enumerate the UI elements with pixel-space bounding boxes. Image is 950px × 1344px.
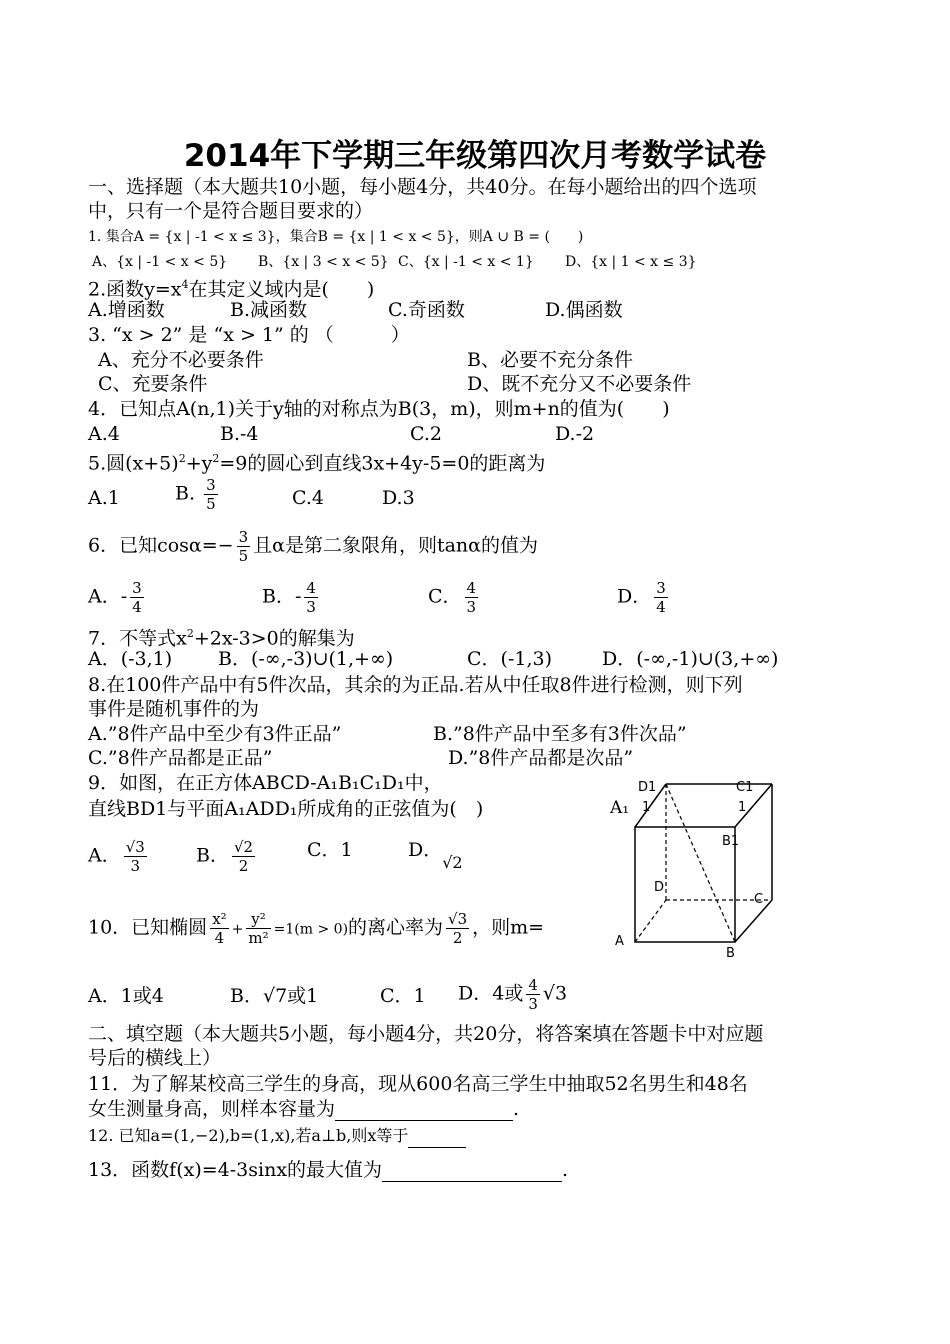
cube-label-c: C (754, 892, 764, 907)
q10-eccentricity (446, 910, 469, 947)
q2-option-a: A.增函数 (88, 299, 165, 321)
fraction-denominator: m² (248, 929, 269, 947)
q6-option-b (262, 579, 321, 616)
q6-option-c-fraction (465, 579, 479, 616)
q13-answer-blank[interactable] (382, 1163, 562, 1182)
cube-label-c1-sub: 1 (738, 800, 747, 815)
q3-option-c: C、充要条件 (98, 373, 208, 395)
q6-stem-pre: 6．已知cosα=− (88, 534, 234, 557)
q7-stem-post: +2x-3>0的解集为 (193, 627, 355, 650)
q5-stem-post: =9的圆心到直线3x+4y-5=0的距离为 (219, 452, 546, 475)
q2-stem-pre: 2.函数y=x (88, 278, 182, 301)
fraction-numerator: 4 (466, 579, 477, 597)
cube-label-a1: A₁ (610, 798, 630, 818)
q7-stem-pre: 7．不等式x (88, 627, 187, 650)
q13-stem (88, 1158, 568, 1182)
option-label: B． (196, 844, 229, 867)
q5-sup2: 2 (212, 452, 220, 465)
q4-option-c: C.2 (410, 423, 442, 445)
q7-option-c: C．(-1,3) (467, 648, 552, 670)
q1-option-a: A、{x | -1 < x < 5} (92, 254, 228, 270)
section1-heading-line2: 中，只有一个是符合题目要求的） (88, 200, 374, 222)
q7-option-a: A．(-3,1) (88, 648, 173, 670)
q1-option-d: D、{x | 1 < x ≤ 3} (565, 254, 697, 270)
q12-stem-text: 12. 已知a=(1,−2),b=(1,x),若a⊥b,则x等于 (88, 1126, 409, 1145)
option-label: D．4或 (458, 982, 524, 1005)
q4-option-a: A.4 (88, 423, 120, 445)
q9-option-a-fraction (124, 838, 147, 875)
option-label: B． (230, 985, 263, 1007)
q6-option-d (617, 579, 671, 616)
q11-stem-line2 (88, 1097, 519, 1121)
cube-label-a: A (615, 934, 624, 949)
q4-stem: 4．已知点A(n,1)关于y轴的对称点为B(3，m)，则m+n的值为( ) (88, 398, 670, 420)
q6-option-c (428, 579, 481, 616)
q5-option-c: C.4 (292, 487, 324, 509)
q10-option-b (230, 984, 318, 1008)
q3-stem: 3. “x > 2” 是 “x > 1” 的 （ ） (88, 324, 410, 346)
cube-figure (600, 772, 800, 972)
section2-heading-line2: 号后的横线上） (88, 1047, 222, 1069)
q5-option-b-fraction (204, 476, 218, 513)
fraction-numerator: y² (246, 910, 270, 929)
cube-label-d1: D1 (638, 780, 657, 795)
q12-answer-blank[interactable] (408, 1133, 466, 1148)
cube-front-face (635, 827, 735, 942)
fraction-denominator: 5 (238, 547, 249, 565)
cube-label-b1: B1 (722, 834, 740, 849)
q3-option-d: D、既不充分又不必要条件 (467, 373, 692, 395)
q1-option-b: B、{x | 3 < x < 5} (258, 254, 389, 270)
q8-option-a: A.”8件产品中至少有3件正品” (88, 723, 342, 745)
q7-option-d: D．(-∞,-1)∪(3,+∞) (602, 648, 779, 670)
q9-stem-line1: 9．如图，在正方体ABCD-A₁B₁C₁D₁中， (88, 772, 443, 794)
q13-period: . (562, 1159, 569, 1181)
fraction-numerator: x² (212, 910, 227, 928)
q7-exponent: 2 (186, 627, 194, 640)
q2-option-b: B.减函数 (230, 299, 308, 321)
fraction-numerator: 3 (238, 528, 249, 546)
q10-stem-pre: 10．已知椭圆 (88, 916, 208, 939)
q1-stem: 1. 集合A = {x | -1 < x ≤ 3}，集合B = {x | 1 < x < 5}，则A ∪ B = ( ) (88, 229, 584, 245)
q9-option-d-value: √2 (442, 853, 463, 872)
q11-answer-blank[interactable] (335, 1102, 513, 1121)
q10-ellipse-term-y (246, 910, 270, 947)
q5-option-b-label: B. (175, 482, 196, 505)
fraction-denominator: 3 (528, 995, 538, 1013)
q10-ellipse-term-x (210, 910, 228, 947)
fraction-denominator: 3 (466, 598, 477, 616)
q7-option-b: B．(-∞,-3)∪(1,+∞) (218, 648, 394, 670)
fraction-numerator: 4 (528, 976, 538, 994)
fraction-numerator: 4 (306, 579, 316, 597)
fraction-denominator: 3 (130, 857, 141, 875)
q8-option-c: C.”8件产品都是正品” (88, 747, 273, 769)
q12-stem (88, 1124, 466, 1148)
q6-option-d-fraction (654, 579, 668, 616)
q1-option-c: C、{x | -1 < x < 1} (398, 254, 534, 270)
q8-option-d: D.”8件产品都是次品” (448, 747, 634, 769)
option-label: D． (408, 839, 443, 861)
q5-stem-mid: +y (185, 452, 213, 475)
q10-stem-post: ，则m= (472, 916, 545, 939)
option-label: D． (617, 585, 652, 608)
fraction-denominator: 4 (656, 598, 666, 616)
q6-fraction (237, 528, 251, 565)
q2-exponent: 4 (181, 278, 189, 291)
q10-option-d-fraction (526, 976, 540, 1013)
option-label: C． (428, 585, 462, 608)
fraction-numerator: 3 (132, 579, 142, 597)
q6-stem (88, 528, 538, 565)
section1-heading-line1: 一、选择题（本大题共10小题，每小题4分，共40分。在每小题给出的四个选项 (88, 176, 757, 198)
q10-stem-mid: 的离心率为 (348, 916, 444, 939)
q2-stem-post: 在其定义域内是( ) (188, 278, 375, 301)
q10-option-a: A．1或4 (88, 985, 164, 1007)
option-label: A． (88, 844, 121, 867)
q6-stem-post: 且α是第二象限角，则tanα的值为 (253, 534, 539, 557)
q10-option-b-value: √7或1 (262, 985, 319, 1007)
fraction-numerator: 3 (656, 579, 666, 597)
cube-diagonal-bd1 (666, 784, 735, 942)
fraction-denominator: 2 (238, 857, 249, 875)
option-label: A．- (88, 585, 128, 608)
fraction-denominator: 4 (214, 929, 225, 947)
option-label: B．- (262, 585, 302, 608)
q10-option-d-root: √3 (542, 982, 568, 1005)
q5-stem (88, 447, 545, 475)
fraction-numerator: √3 (125, 838, 145, 856)
q4-option-b: B.-4 (220, 423, 259, 445)
q9-option-d (408, 838, 463, 872)
cube-hidden-edge-ad (635, 900, 666, 942)
q5-option-d: D.3 (382, 487, 415, 509)
q5-option-b (175, 476, 221, 513)
page-title: 2014年下学期三年级第四次月考数学试卷 (183, 138, 767, 174)
cube-label-c1: C1 (736, 780, 754, 795)
q5-option-a: A.1 (88, 487, 120, 509)
q5-sup1: 2 (178, 452, 186, 465)
q10-option-d (458, 976, 567, 1013)
q5-stem-pre: 5.圆(x+5) (88, 452, 179, 475)
q11-stem-line1: 11．为了解某校高三学生的身高，现从600名高三学生中抽取52名男生和48名 (88, 1073, 748, 1095)
q10-option-c: C．1 (380, 985, 426, 1007)
fraction-denominator: 2 (452, 929, 463, 947)
q3-option-b: B、必要不充分条件 (467, 349, 633, 371)
fraction-denominator: 5 (206, 495, 216, 513)
q6-option-a-fraction (130, 579, 144, 616)
section2-heading-line1: 二、填空题（本大题共5小题，每小题4分，共20分，将答案填在答题卡中对应题 (88, 1023, 764, 1045)
fraction-denominator: 4 (132, 598, 142, 616)
q4-option-d: D.-2 (555, 423, 595, 445)
q10-stem (88, 910, 544, 947)
q9-stem-line2: 直线BD1与平面A₁ADD₁所成角的正弦值为( ) (88, 798, 484, 820)
q9-option-b-fraction (232, 838, 255, 875)
q11-period: . (513, 1098, 520, 1120)
q11-stem-text: 女生测量身高，则样本容量为 (88, 1098, 336, 1120)
q8-stem-line1: 8.在100件产品中有5件次品，其余的为正品.若从中任取8件进行检测，则下列 (88, 674, 743, 696)
fraction-numerator: 3 (206, 476, 216, 494)
fraction-numerator: √3 (448, 910, 468, 928)
fraction-numerator: √2 (233, 838, 254, 856)
q10-condition: =1(m > 0) (273, 921, 349, 938)
cube-label-d: D (654, 880, 665, 895)
q13-stem-text: 13．函数f(x)=4-3sinx的最大值为 (88, 1159, 383, 1181)
q2-option-d: D.偶函数 (545, 299, 623, 321)
q6-option-a (88, 579, 147, 616)
cube-label-b: B (726, 946, 735, 961)
q9-option-c: C．1 (307, 839, 353, 861)
q6-option-b-fraction (304, 579, 318, 616)
q8-option-b: B.”8件产品中至多有3件次品” (433, 723, 687, 745)
q8-stem-line2: 事件是随机事件的为 (88, 698, 260, 720)
cube-label-d1-sub: 1 (642, 800, 651, 815)
q2-option-c: C.奇函数 (388, 299, 465, 321)
q10-plus: + (231, 921, 244, 938)
q3-option-a: A、充分不必要条件 (98, 349, 264, 371)
fraction-denominator: 3 (306, 598, 316, 616)
q9-option-a (88, 838, 150, 875)
q9-option-b (196, 838, 258, 875)
